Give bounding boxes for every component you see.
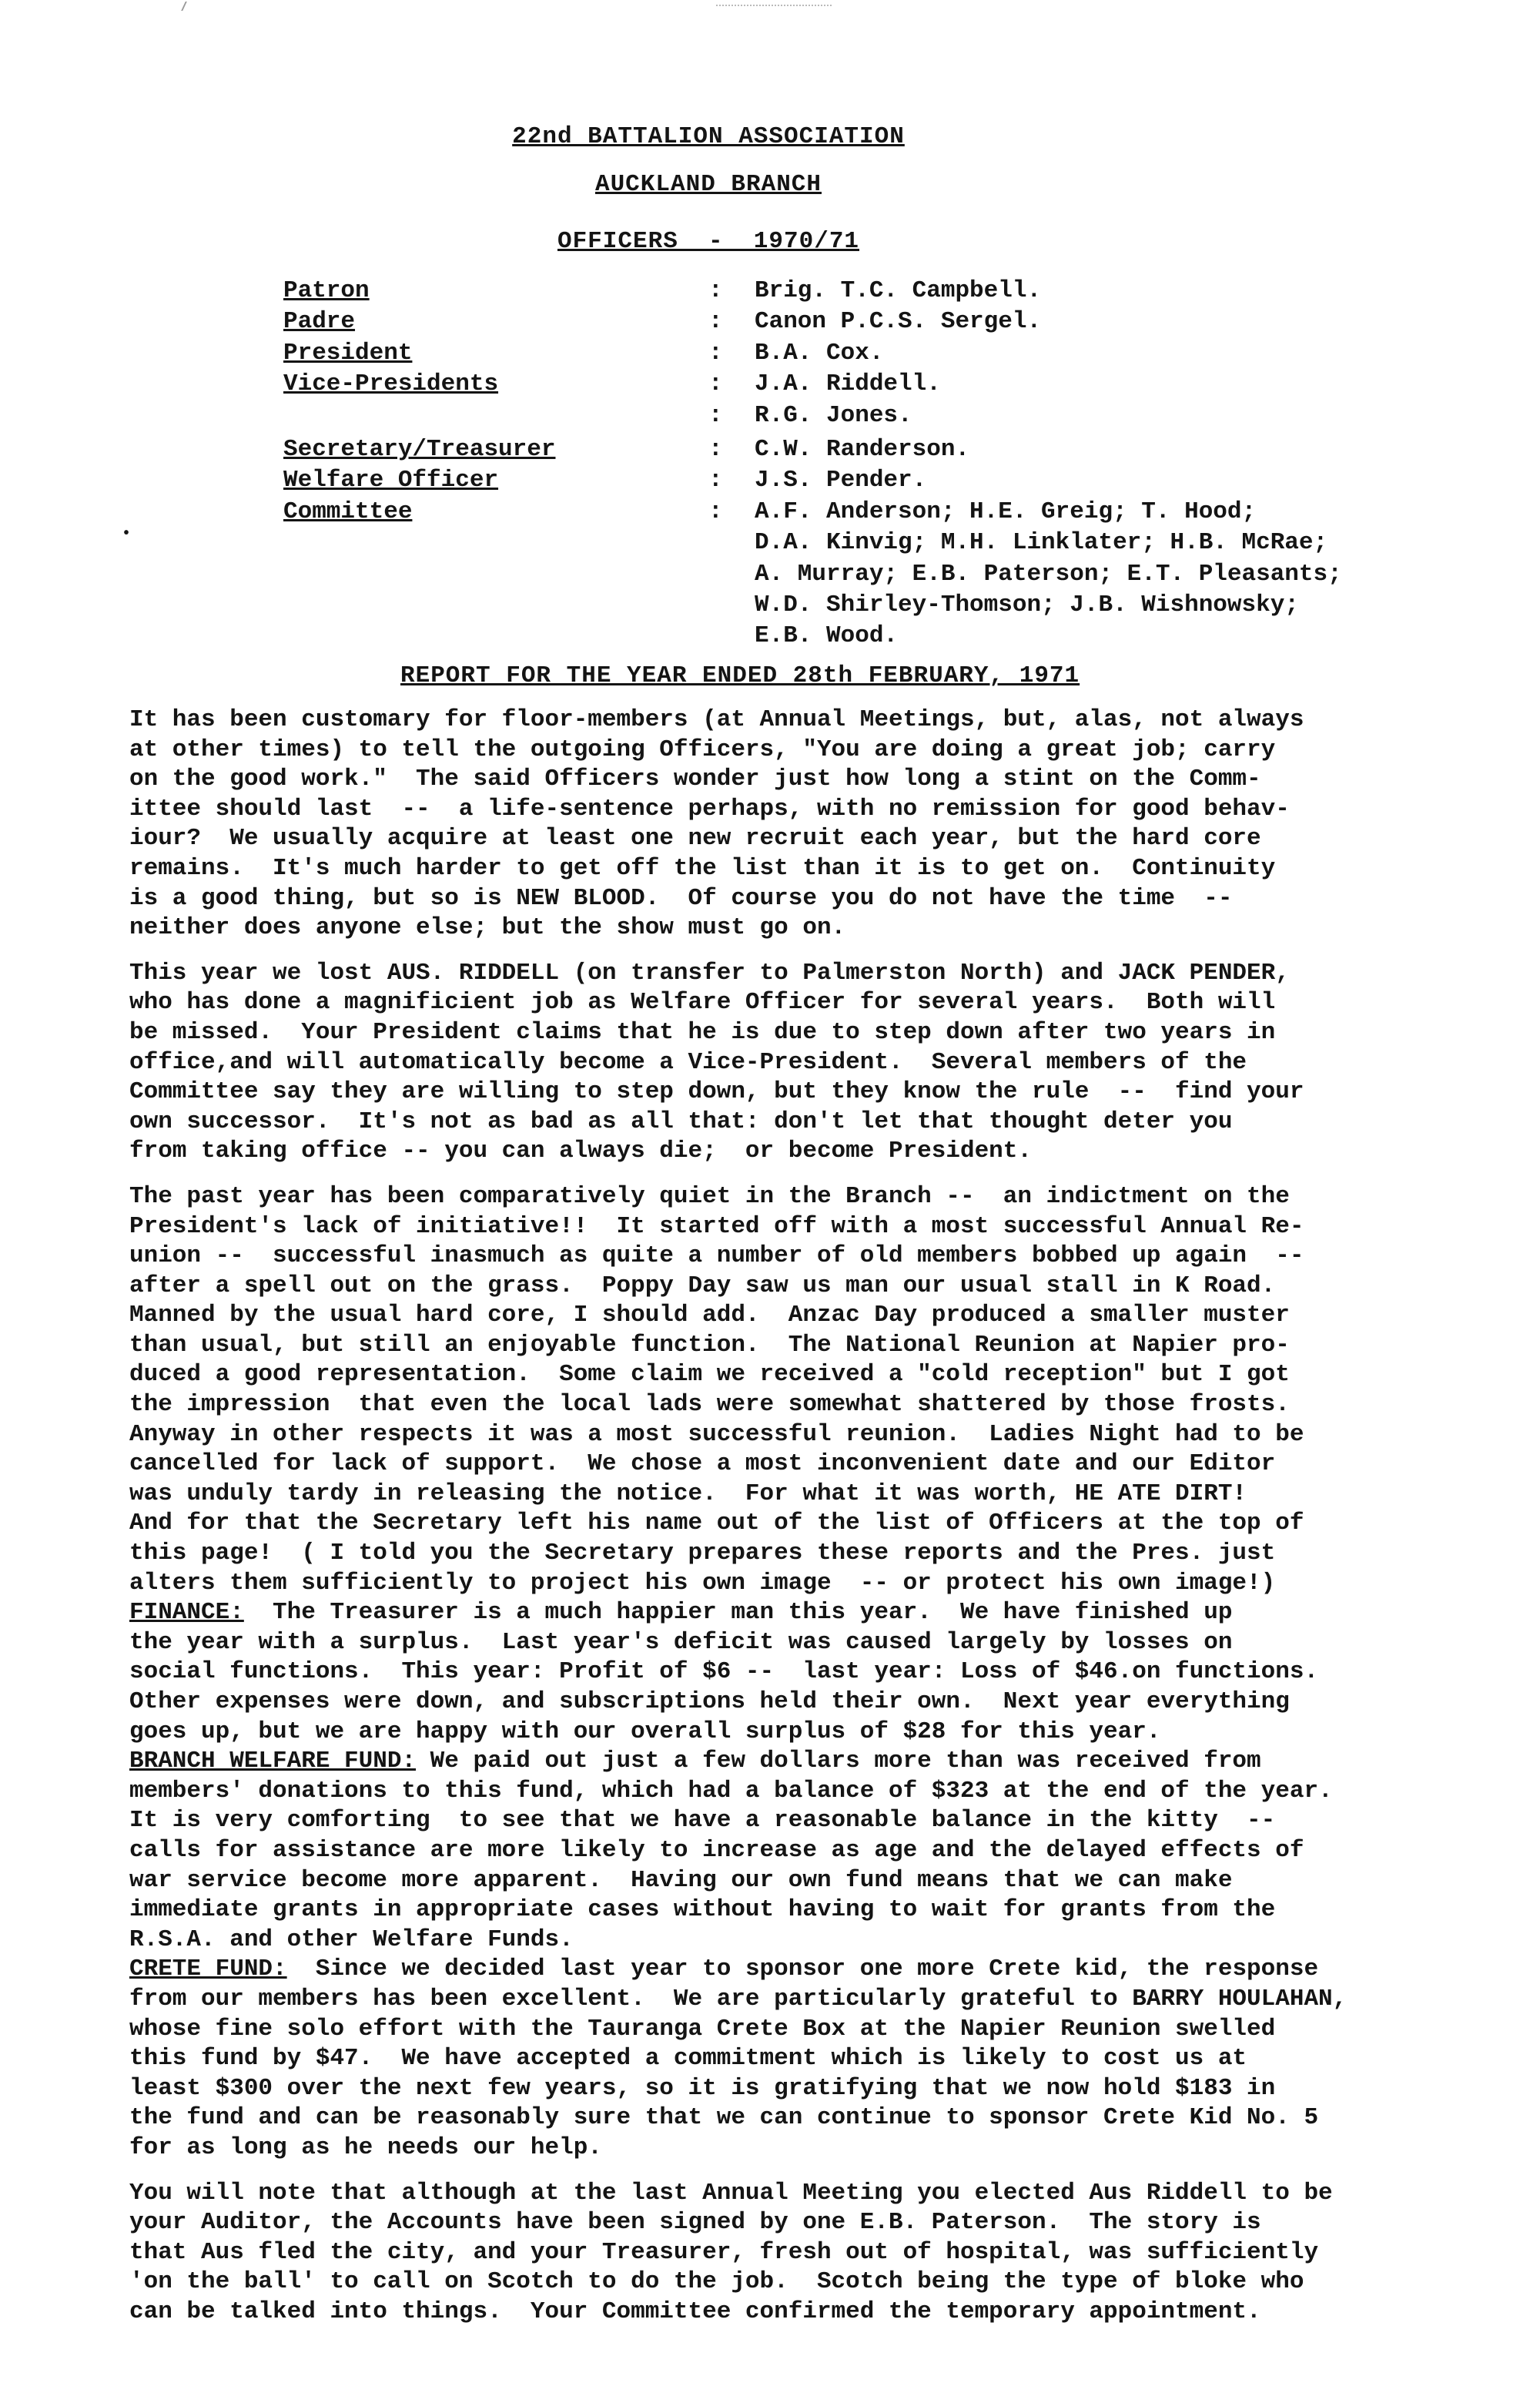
text-line: whose fine solo effort with the Tauranga Crete Box at the Napier Reunion swelled [129, 2015, 1276, 2043]
text-line: This year we lost AUS. RIDDELL (on transfer to Palmerston North) and JACK PENDER, [129, 959, 1290, 987]
text-line: the fund and can be reasonably sure that we can continue to sponsor Crete Kid No. 5 [129, 2104, 1319, 2132]
officer-name: B.A. Cox. [755, 339, 884, 367]
crete-fund-heading: CRETE FUND: [129, 1956, 287, 1983]
text-line: ittee should last -- a life-sentence perhaps, with no remission for good behav- [129, 795, 1290, 823]
text-line: 'on the ball' to call on Scotch to do the job. Scotch being the type of bloke who [129, 2268, 1304, 2296]
officer-name: J.S. Pender. [755, 467, 927, 494]
officer-name: J.A. Riddell. [755, 370, 941, 398]
officer-role: President [283, 339, 413, 367]
document-page: 22nd BATTALION ASSOCIATION AUCKLAND BRANCH OFFICERS - 1970/71 Patron : Brig. T.C. Campbell. Padre : Canon P.C.S. Sergel. President : B.A. Cox. Vice-Presidents : J.A. Riddell. : R.G. Jones. Secretary/Treasurer : C.W. Randerson. Welfare Officer : J.S. Pender. Committee : A.F. Anderson; H.E. Greig; T. Hood; D.A. Kinvig; M.H. Linklater; H.B. McRae; A. Murray; E.B. Paterson; E.T. Pleasants; W.D. Shirley-Thomson; J.B. Wishnowsky; E.B. Wood. • REPORT FOR THE YEAR ENDED 28th FEBRUARY, 1971 It has been customary for floor-members (at Annual Meetings, but, alas, not always at other times) to tell the outgoing Officers, "You are doing a great job; carry on the good work." The said Officers wonder just how long a stint on the Comm- ittee should last -- a life-sentence perhaps, with no remission for good behav- iour? We usually acquire at least one new recruit each year, but the hard core remains. It's much harder to get off the list than it is to get on. Continuity is a good thing, but so is NEW BLOOD. Of course you do not have the time -- neither does anyone else; but the show must go on. This year we lost AUS. RIDDELL (on transfer to Palmerston North) and JACK PENDER, who has done a magnificient job as Welfare Officer for several years. Both will be missed. Your President claims that he is due to step down after two years in office,and will automatically become a Vice-President. Several members of the Committee say they are willing to step down, but they know the rule -- find your own successor. It's not as bad as all that: don't let that thought deter you from taking office -- you can always die; or become President. The past year has been comparatively quiet in the Branch -- an indictment on the President's lack of initiative!! It started off with a most successful Annual Re- union -- successful inasmuch as quite a number of old members bobbed up again -- after a spell out on the grass. Poppy Day saw us man our usual stall in K Road. Manned by the usual hard core, I should add. Anzac Day produced a smaller muster than usual, but still an enjoyable function. The National Reunion at Napier pro- duced a good representation. Some claim we received a "cold reception" but I got the impression that even the local lads were somewhat shattered by those frosts. Anyway in other respects it was a most successful reunion. Ladies Night had to be cancelled for lack of support. We chose a most inconvenient date and our Editor was unduly tardy in releasing the notice. For what it was worth, HE ATE DIRT! And for that the Secretary left his name out of the list of Officers at the top of this page! ( I told you the Secretary prepares these reports and the Pres. just alters them sufficiently to project his own image -- or protect his own image!) FINANCE: The Treasurer is a much happier man this year. We have finished up the year with a surplus. Last year's deficit was caused largely by losses on social functions. This year: Profit of $6 -- last year: Loss of $46.on functions. Other expenses were down, and subscriptions held their own. Next year everything goes up, but we are happy with our overall surplus of $28 for this year. BRANCH WELFARE FUND: We paid out just a few dollars more than was received from members' donations to this fund, which had a balance of $323 at the end of the year. It is very comforting to see that we have a reasonable balance in the kitty -- calls for assistance are more likely to increase as age and the delayed effects of war service become more apparent. Having our own fund means that we can make immediate grants in appropriate cases without having to wait for grants from the R.S.A. and other Welfare Funds. CRETE FUND: Since we decided last year to sponsor one more Crete kid, the response from our members has been excellent. We are particularly grateful to BARRY HOULAHAN, whose fine solo effort with the Tauranga Crete Box at the Napier Reunion swelled this fund by $47. We have accepted a commitment which is likely to cost us at least $300 over the next few years, so it is gratifying that we now hold $183 in the fund and can be reasonably sure that we can continue to sponsor Crete Kid No. 5 for as long as he needs our help. You will note that although at the last Annual Meeting you elected Aus Riddell to be your Auditor, the Accounts have been signed by one E.B. Paterson. The story is that Aus fled the city, and your Treasurer, fresh out of hospital, was sufficiently 'on the ball' to call on Scotch to do the job. Scotch being the type of bloke who can be talked into things. Your Committee confirmed the temporary appointment. [0, 0, 1540, 2403]
officers-heading: OFFICERS - 1970/71 [557, 228, 860, 255]
paragraph-year-review [129, 1182, 1515, 2163]
text-line: for as long as he needs our help. [129, 2133, 602, 2161]
text-line: can be talked into things. Your Committee confirmed the temporary appointment. [129, 2297, 1261, 2325]
officer-role: Committee [283, 498, 413, 525]
association-title: 22nd BATTALION ASSOCIATION [512, 123, 905, 150]
text-line: this page! ( I told you the Secretary prepares these reports and the Pres. just [129, 1540, 1276, 1567]
text-line: union -- successful inasmuch as quite a number of old members bobbed up again -- [129, 1242, 1304, 1270]
text-line: after a spell out on the grass. Poppy Day saw us man our usual stall in K Road. [129, 1272, 1276, 1299]
text-line: who has done a magnificient job as Welfare Officer for several years. Both will [129, 989, 1276, 1017]
text-line: war service become more apparent. Having our own fund means that we can make [129, 1866, 1233, 1894]
text-line: goes up, but we are happy with our overall surplus of $28 for this year. [129, 1718, 1161, 1745]
text-line: The past year has been comparatively quiet in the Branch -- an indictment on the [129, 1182, 1290, 1210]
text-line: was unduly tardy in releasing the notice. For what it was worth, HE ATE DIRT! [129, 1480, 1247, 1507]
officer-role: Vice-Presidents [283, 370, 499, 398]
branch-title: AUCKLAND BRANCH [594, 171, 822, 198]
report-body [129, 705, 1515, 2342]
text-line: alters them sufficiently to project his own image -- or protect his own image!) [129, 1569, 1276, 1597]
text-line: Other expenses were down, and subscriptions held their own. Next year everything [129, 1688, 1290, 1715]
text-line: from taking office -- you can always die; or become President. [129, 1138, 1032, 1165]
text-line: from our members has been excellent. We are particularly grateful to BARRY HOULAHAN, [129, 1985, 1348, 2013]
text-line: be missed. Your President claims that he is due to step down after two years in [129, 1018, 1276, 1046]
text-line: least $300 over the next few years, so it is gratifying that we now hold $183 in [129, 2074, 1276, 2102]
welfare-fund-heading: BRANCH WELFARE FUND: [129, 1748, 417, 1775]
text-line: Manned by the usual hard core, I should add. Anzac Day produced a smaller muster [129, 1302, 1290, 1329]
text-line: cancelled for lack of support. We chose a most inconvenient date and our Editor [129, 1450, 1276, 1478]
officer-role: Padre [283, 308, 356, 336]
paragraph-auditor [129, 2179, 1515, 2328]
text-line: BRANCH WELFARE FUND: We paid out just a few dollars more than was received from [129, 1748, 1261, 1775]
text-line: on the good work." The said Officers wonder just how long a stint on the Comm- [129, 766, 1261, 793]
finance-heading: FINANCE: [129, 1599, 244, 1627]
text-line: this fund by $47. We have accepted a commitment which is likely to cost us at [129, 2045, 1247, 2073]
text-line: R.S.A. and other Welfare Funds. [129, 1925, 574, 1953]
report-title: REPORT FOR THE YEAR ENDED 28th FEBRUARY, 1971 [400, 662, 1080, 689]
scan-mark [181, 2, 195, 11]
text-line: immediate grants in appropriate cases without having to wait for grants from the [129, 1896, 1276, 1924]
text-line: It has been customary for floor-members (at Annual Meetings, but, alas, not always [129, 706, 1304, 733]
scan-mark-top [716, 5, 832, 9]
text-line: that Aus fled the city, and your Treasurer, fresh out of hospital, was sufficiently [129, 2238, 1319, 2266]
paragraph-officers-changes [129, 959, 1515, 1167]
officer-name: Brig. T.C. Campbell. [755, 277, 1042, 304]
text-line: calls for assistance are more likely to increase as age and the delayed effects of [129, 1836, 1304, 1864]
text-line: CRETE FUND: Since we decided last year to sponsor one more Crete kid, the response [129, 1956, 1319, 1983]
text-line: Committee say they are willing to step down, but they know the rule -- find your [129, 1078, 1304, 1106]
text-line: duced a good representation. Some claim we received a "cold reception" but I got [129, 1361, 1290, 1389]
text-line: is a good thing, but so is NEW BLOOD. Of course you do not have the time -- [129, 884, 1233, 912]
text-line: President's lack of initiative!! It started off with a most successful Annual Re- [129, 1212, 1304, 1240]
officer-name: A.F. Anderson; H.E. Greig; T. Hood; [755, 498, 1257, 525]
officer-name: Canon P.C.S. Sergel. [755, 308, 1042, 336]
text-line: own successor. It's not as bad as all that: don't let that thought deter you [129, 1108, 1233, 1135]
text-line: members' donations to this fund, which had a balance of $323 at the end of the year. [129, 1777, 1333, 1805]
text-line: It is very comforting to see that we have a reasonable balance in the kitty -- [129, 1807, 1276, 1835]
text-line: And for that the Secretary left his name out of the list of Officers at the top of [129, 1510, 1304, 1537]
text-line: the impression that even the local lads were somewhat shattered by those frosts. [129, 1391, 1290, 1419]
bullet-mark: • [122, 525, 132, 543]
text-line: FINANCE: The Treasurer is a much happier man this year. We have finished up [129, 1599, 1233, 1627]
officer-role: Welfare Officer [283, 467, 499, 494]
text-line: Anyway in other respects it was a most successful reunion. Ladies Night had to be [129, 1420, 1304, 1448]
officer-role: Patron [283, 277, 370, 304]
text-line: remains. It's much harder to get off the list than it is to get on. Continuity [129, 854, 1276, 882]
text-line: You will note that although at the last Annual Meeting you elected Aus Riddell to be [129, 2179, 1333, 2207]
text-line: your Auditor, the Accounts have been signed by one E.B. Paterson. The story is [129, 2209, 1261, 2237]
text-line: neither does anyone else; but the show must go on. [129, 914, 846, 942]
paragraph-intro [129, 705, 1515, 943]
text-line: social functions. This year: Profit of $6 -- last year: Loss of $46.on functions. [129, 1658, 1319, 1686]
text-line: at other times) to tell the outgoing Officers, "You are doing a great job; carry [129, 736, 1276, 763]
officer-name: C.W. Randerson. [755, 435, 970, 463]
officer-name: R.G. Jones. [755, 401, 912, 429]
officer-role: Secretary/Treasurer [283, 435, 556, 463]
text-line: iour? We usually acquire at least one new recruit each year, but the hard core [129, 825, 1261, 853]
text-line: than usual, but still an enjoyable function. The National Reunion at Napier pro- [129, 1331, 1290, 1359]
text-line: office,and will automatically become a Vice-President. Several members of the [129, 1048, 1247, 1076]
text-line: the year with a surplus. Last year's deficit was caused largely by losses on [129, 1628, 1233, 1656]
